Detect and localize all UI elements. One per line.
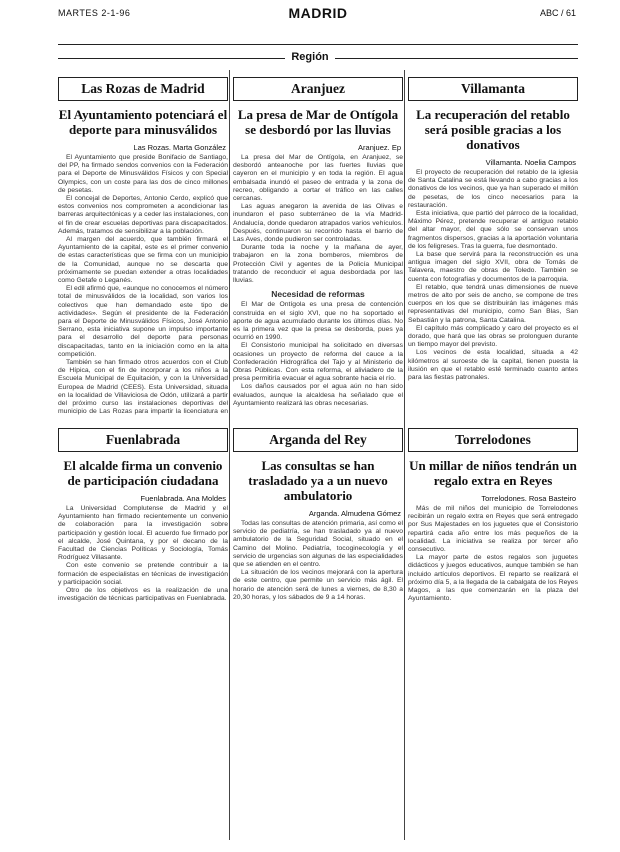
paragraph: Esta iniciativa, que partió del párroco de la localidad, Máximo Pérez, pretende recuperar el antiguo retablo del altar mayor, del que sólo se conservan unos fragmentos dispersos, gracias a la aportación voluntaria de los feligreses. Tras la guerra, fue desmontado.: [408, 210, 578, 250]
location-box: Arganda del Rey: [233, 428, 403, 452]
region-label: Región: [0, 51, 620, 63]
article-torrelodones: [408, 428, 578, 838]
paragraph: Los daños causados por el agua aún no han sido evaluados, aunque la alcaldesa ha señalado que el Ayuntamiento realizará las obras necesarias.: [233, 383, 403, 407]
byline: Villamanta. Noelia Campos: [485, 158, 576, 167]
article-body: [408, 169, 578, 382]
article-body: [58, 505, 228, 603]
paragraph: El capítulo más complicado y caro del proyecto es el dorado, que hará que las obras se prolonguen durante un tiempo mayor del previsto.: [408, 324, 578, 349]
byline: Fuenlabrada. Ana Moldes: [140, 494, 226, 503]
headline: Un millar de niños tendrán un regalo extra en Reyes: [409, 458, 577, 488]
paragraph: Otro de los objetivos es la realización de una investigación de técnicas participativas en Fuenlabrada.: [58, 587, 228, 603]
paragraph: El Mar de Ontígola es una presa de contención construida en el siglo XVI, que no ha soportado el aporte de agua acumulado durante los últimos días. No es la primera vez que la presa se desborda, pues ya ocurrió en 1990.: [233, 301, 403, 342]
location-box: Las Rozas de Madrid: [58, 77, 228, 101]
paragraph: Más de mil niños del municipio de Torrelodones recibirán un regalo extra en Reyes que será entregado por Sus Majestades en los juguetes que el Consistorio repartirá cada año entre los más pequeños de la localidad. La iniciativa se realiza por tercer año consecutivo.: [408, 505, 578, 554]
subheading: Necesidad de reformas: [271, 289, 365, 300]
location-box: Torrelodones: [408, 428, 578, 452]
paragraph: La base que servirá para la reconstrucción es una antigua imagen del siglo XVII, obra de Tomás de Talavera, maestro de obras de Toledo. También se cuenta con fotografías y documentos de la parroquia.: [408, 251, 578, 283]
page-header: [58, 6, 578, 22]
article-fuenlabrada: [58, 428, 228, 838]
byline: Aranjuez. Ep: [358, 143, 401, 152]
page-number: ABC / 61: [539, 8, 576, 18]
article-body: [233, 520, 403, 602]
paragraph: Con este convenio se pretende contribuir a la formación de especialistas en técnicas de investigación y participación social.: [58, 562, 228, 586]
paragraph: El retablo, que tendrá unas dimensiones de nueve metros de alto por seis de ancho, se compone de tres cuerpos en los que se distribuirán las imágenes más representativas del municipio, como San Blas, San Sebastián y la patrona, Santa Catalina.: [408, 283, 578, 324]
paragraph: También se han firmado otros acuerdos con el Club de Hípica, con el fin de incorporar a los niños a la Escuela Municipal de Equitación, y con la Universidad Europea de Madrid (CEES). Esta Universidad, situada en la localidad de Villaviciosa de Odón, utilizará a partir del próximo curso las instalaciones deportivas del municipio de Las Rozas para impartir la licenciatura en: [58, 359, 228, 416]
byline: Arganda. Almudena Gómez: [308, 509, 401, 518]
article-aranjuez: [233, 77, 403, 417]
article-body: [408, 505, 578, 603]
paragraph: El Consistorio municipal ha solicitado en diversas ocasiones un proyecto de reforma del cauce a la Confederación Hidrográfica del Tajo y al Ministerio de Obras Públicas. Con esta reforma, el aliviadero de la presa permitiría evacuar el agua sobrante hacia el río.: [233, 342, 403, 383]
column-divider: [229, 70, 230, 840]
headline: El Ayuntamiento potenciará el deporte para minusválidos: [58, 107, 228, 137]
column-divider: [404, 70, 405, 840]
location-box: Villamanta: [408, 77, 578, 101]
article-arganda: [233, 428, 403, 838]
location-box: Aranjuez: [233, 77, 403, 101]
paragraph: El proyecto de recuperación del retablo de la iglesia de Santa Catalina se está llevando a cabo gracias a los donativos de los vecinos, que ya han superado el millón de pesetas, de los cinco necesarios para la restauración.: [408, 169, 578, 209]
location-box: Fuenlabrada: [58, 428, 228, 452]
header-rule: [58, 44, 578, 45]
paragraph: El concejal de Deportes, Antonio Cerdo, explicó que estos convenios nos comprometen a acondicionar las barreras arquitectónicas y a ceder las instalaciones, con el fin de crear escuelas deportivas para discapacitados. Además, tratamos de sensibilizar a la población.: [58, 195, 228, 235]
article-villamanta: [408, 77, 578, 417]
paragraph: El Ayuntamiento que preside Bonifacio de Santiago, del PP, ha firmado sendos convenios con la Federación para el Deporte de Minusválidos Físicos y con Special Olympics, con un coste para las dos de cinco millones de pesetas.: [58, 154, 228, 194]
article-body: [233, 154, 403, 408]
headline: El alcalde firma un convenio de participación ciudadana: [63, 458, 223, 488]
byline: Las Rozas. Marta González: [133, 143, 226, 152]
article-las-rozas: [58, 77, 228, 417]
headline: La recuperación del retablo será posible gracias a los donativos: [416, 107, 570, 152]
paragraph: Los vecinos de esta localidad, situada a 42 kilómetros al suroeste de la capital, tienen puesta la ilusión en que el retablo esté terminado cuanto antes para las fiestas patronales.: [408, 349, 578, 382]
section-title: MADRID: [288, 5, 348, 21]
byline: Torrelodones. Rosa Basteiro: [481, 494, 576, 503]
paragraph: La presa del Mar de Ontígola, en Aranjuez, se desbordó anteanoche por las fuertes lluvias que cayeron en el municipio y en toda la región. El agua embalsada inundó el paseo de entrada y la zona de recreo, obligando a cortar el tráfico en las calles cercanas.: [233, 154, 403, 203]
paragraph: La mayor parte de estos regalos son juguetes didácticos y juegos educativos, aunque también se han incluido artículos deportivos. El reparto se realizará el próximo día 5, a la llegada de la cabalgata de los Reyes Magos, a las que comenzarán en la plaza del Ayuntamiento.: [408, 554, 578, 603]
paragraph: Durante toda la noche y la mañana de ayer, trabajaron en la zona bomberos, miembros de Protección Civil y agentes de la Policía Municipal tratando de reconducir el agua desbordada por las lluvias.: [233, 244, 403, 285]
paragraph: La Universidad Complutense de Madrid y el Ayuntamiento han firmado recientemente un convenio de colaboración para la investigación sobre participación y gestión local. El acuerdo fue firmado por el alcalde, José Quintana, y por el decano de la Facultad de Ciencias Políticas y Sociología, Tomás Rodríguez Villasante.: [58, 505, 228, 562]
headline: Las consultas se han trasladado ya a un nuevo ambulatorio: [248, 458, 388, 503]
paragraph: Todas las consultas de atención primaria, así como el servicio de pediatría, se han trasladado ya al nuevo ambulatorio de la Seguridad Social, situado en el Camino del Molino. Pediatría, tocoginecología y el servicio de urgencias son algunas de las especialidades que se atienden en el centro.: [233, 520, 403, 569]
paragraph: El edil afirmó que, «aunque no conocemos el número total de minusválidos de la localidad, son varios los colectivos que han demandado este tipo de actividades». Según el presidente de la Federación para el Deporte de Minusválidos Físicos, José Antonio Serrano, esta iniciativa supone un impulso importante para el desarrollo del deporte para personas discapacitadas, tanto en la iniciación como en la alta competición.: [58, 285, 228, 358]
headline: La presa de Mar de Ontígola se desbordó por las lluvias: [237, 107, 399, 137]
paragraph: Al margen del acuerdo, que también firmará el Ayuntamiento de la capital, este es el primer convenio de estas características que se firma con un municipio de la Comunidad, aunque no se descarta que próximamente se puedan extender a otras localidades como Getafe o Leganés.: [58, 236, 228, 285]
paragraph: La situación de los vecinos mejorará con la apertura de este centro, que permite un servicio más ágil. El horario de atención será de lunes a viernes, de 8,30 a 20,30 horas, y los sábados de 9 a 14 horas.: [233, 569, 403, 601]
article-body: [58, 154, 228, 417]
issue-date: MARTES 2-1-96: [58, 8, 131, 18]
paragraph: Las aguas anegaron la avenida de las Olivas e inundaron el paso subterráneo de la vía Madrid-Andalucía, donde quedaron atrapados varios vehículos. Después, continuaron su recorrido hasta el barrio de Las Aves, donde pudieron ser controladas.: [233, 203, 403, 244]
